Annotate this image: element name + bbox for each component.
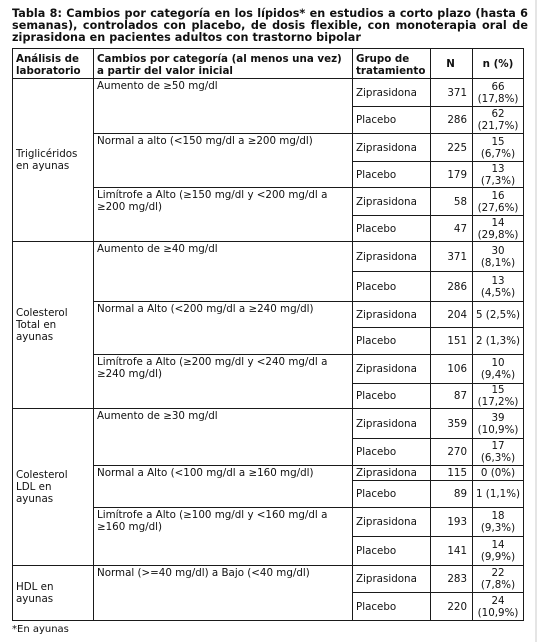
pct-cell: 1 (1,1%) xyxy=(473,481,524,508)
pct-cell: 14 (9,9%) xyxy=(473,537,524,566)
parameter-cell: HDL en ayunas xyxy=(13,566,94,621)
n-cell: 151 xyxy=(431,328,473,355)
pct-cell: 14 (29,8%) xyxy=(473,216,524,242)
category-cell: Limítrofe a Alto (≥200 mg/dl y <240 mg/dl a ≥240 mg/dl) xyxy=(94,355,353,409)
lipid-changes-table xyxy=(12,48,524,621)
group-cell: Ziprasidona xyxy=(353,134,431,162)
n-cell: 371 xyxy=(431,79,473,107)
footnote: *En ayunas xyxy=(12,624,69,635)
pct-cell: 17 (6,3%) xyxy=(473,439,524,466)
n-cell: 106 xyxy=(431,355,473,384)
n-cell: 359 xyxy=(431,409,473,439)
n-cell: 286 xyxy=(431,272,473,302)
pct-cell: 62 (21,7%) xyxy=(473,107,524,134)
header-n: N xyxy=(431,49,473,79)
n-cell: 220 xyxy=(431,593,473,621)
header-parameter: Análisis de laboratorio xyxy=(13,49,94,79)
group-cell: Placebo xyxy=(353,328,431,355)
pct-cell: 15 (17,2%) xyxy=(473,384,524,409)
group-cell: Ziprasidona xyxy=(353,302,431,328)
pct-cell: 13 (4,5%) xyxy=(473,272,524,302)
group-cell: Placebo xyxy=(353,384,431,409)
pct-cell: 13 (7,3%) xyxy=(473,162,524,188)
group-cell: Ziprasidona xyxy=(353,409,431,439)
table-title: Tabla 8: Cambios por categoría en los lípidos* en estudios a corto plazo (hasta 6 semanas), controlados con placebo, de dosis flexible, con monoterapia oral de ziprasidona en pacientes adultos con trastorno bipolar xyxy=(12,7,528,44)
group-cell: Placebo xyxy=(353,537,431,566)
pct-cell: 39 (10,9%) xyxy=(473,409,524,439)
n-cell: 371 xyxy=(431,242,473,272)
group-cell: Ziprasidona xyxy=(353,242,431,272)
category-cell: Normal a Alto (<200 mg/dl a ≥240 mg/dl) xyxy=(94,302,353,355)
group-cell: Placebo xyxy=(353,593,431,621)
group-cell: Placebo xyxy=(353,216,431,242)
pct-cell: 2 (1,3%) xyxy=(473,328,524,355)
group-cell: Placebo xyxy=(353,107,431,134)
n-cell: 179 xyxy=(431,162,473,188)
pct-cell: 24 (10,9%) xyxy=(473,593,524,621)
category-cell: Aumento de ≥40 mg/dl xyxy=(94,242,353,302)
n-cell: 47 xyxy=(431,216,473,242)
group-cell: Ziprasidona xyxy=(353,188,431,216)
header-group: Grupo de tratamiento xyxy=(353,49,431,79)
n-cell: 283 xyxy=(431,566,473,593)
n-cell: 89 xyxy=(431,481,473,508)
category-cell: Limítrofe a Alto (≥150 mg/dl y <200 mg/dl a ≥200 mg/dl) xyxy=(94,188,353,242)
n-cell: 225 xyxy=(431,134,473,162)
pct-cell: 5 (2,5%) xyxy=(473,302,524,328)
n-cell: 270 xyxy=(431,439,473,466)
table-row xyxy=(13,409,524,439)
parameter-cell: Colesterol Total en ayunas xyxy=(13,242,94,409)
category-cell: Limítrofe a Alto (≥100 mg/dl y <160 mg/dl a ≥160 mg/dl) xyxy=(94,508,353,566)
group-cell: Placebo xyxy=(353,481,431,508)
group-cell: Ziprasidona xyxy=(353,466,431,481)
group-cell: Ziprasidona xyxy=(353,508,431,537)
pct-cell: 10 (9,4%) xyxy=(473,355,524,384)
group-cell: Placebo xyxy=(353,439,431,466)
parameter-cell: Triglicéridos en ayunas xyxy=(13,79,94,242)
pct-cell: 30 (8,1%) xyxy=(473,242,524,272)
n-cell: 204 xyxy=(431,302,473,328)
table-row xyxy=(13,242,524,272)
group-cell: Ziprasidona xyxy=(353,355,431,384)
group-cell: Placebo xyxy=(353,162,431,188)
table-header-row xyxy=(13,49,524,79)
pct-cell: 66 (17,8%) xyxy=(473,79,524,107)
header-pct: n (%) xyxy=(473,49,524,79)
pct-cell: 18 (9,3%) xyxy=(473,508,524,537)
n-cell: 286 xyxy=(431,107,473,134)
pct-cell: 22 (7,8%) xyxy=(473,566,524,593)
table-row xyxy=(13,79,524,107)
pct-cell: 15 (6,7%) xyxy=(473,134,524,162)
n-cell: 115 xyxy=(431,466,473,481)
group-cell: Ziprasidona xyxy=(353,79,431,107)
pct-cell: 0 (0%) xyxy=(473,466,524,481)
category-cell: Aumento de ≥50 mg/dl xyxy=(94,79,353,134)
category-cell: Normal (>=40 mg/dl) a Bajo (<40 mg/dl) xyxy=(94,566,353,621)
parameter-cell: Colesterol LDL en ayunas xyxy=(13,409,94,566)
n-cell: 141 xyxy=(431,537,473,566)
table-row xyxy=(13,566,524,593)
group-cell: Placebo xyxy=(353,272,431,302)
n-cell: 58 xyxy=(431,188,473,216)
n-cell: 87 xyxy=(431,384,473,409)
group-cell: Ziprasidona xyxy=(353,566,431,593)
category-cell: Normal a Alto (<100 mg/dl a ≥160 mg/dl) xyxy=(94,466,353,508)
n-cell: 193 xyxy=(431,508,473,537)
category-cell: Normal a alto (<150 mg/dl a ≥200 mg/dl) xyxy=(94,134,353,188)
category-cell: Aumento de ≥30 mg/dl xyxy=(94,409,353,466)
pct-cell: 16 (27,6%) xyxy=(473,188,524,216)
header-category: Cambios por categoría (al menos una vez) a partir del valor inicial xyxy=(94,49,353,79)
